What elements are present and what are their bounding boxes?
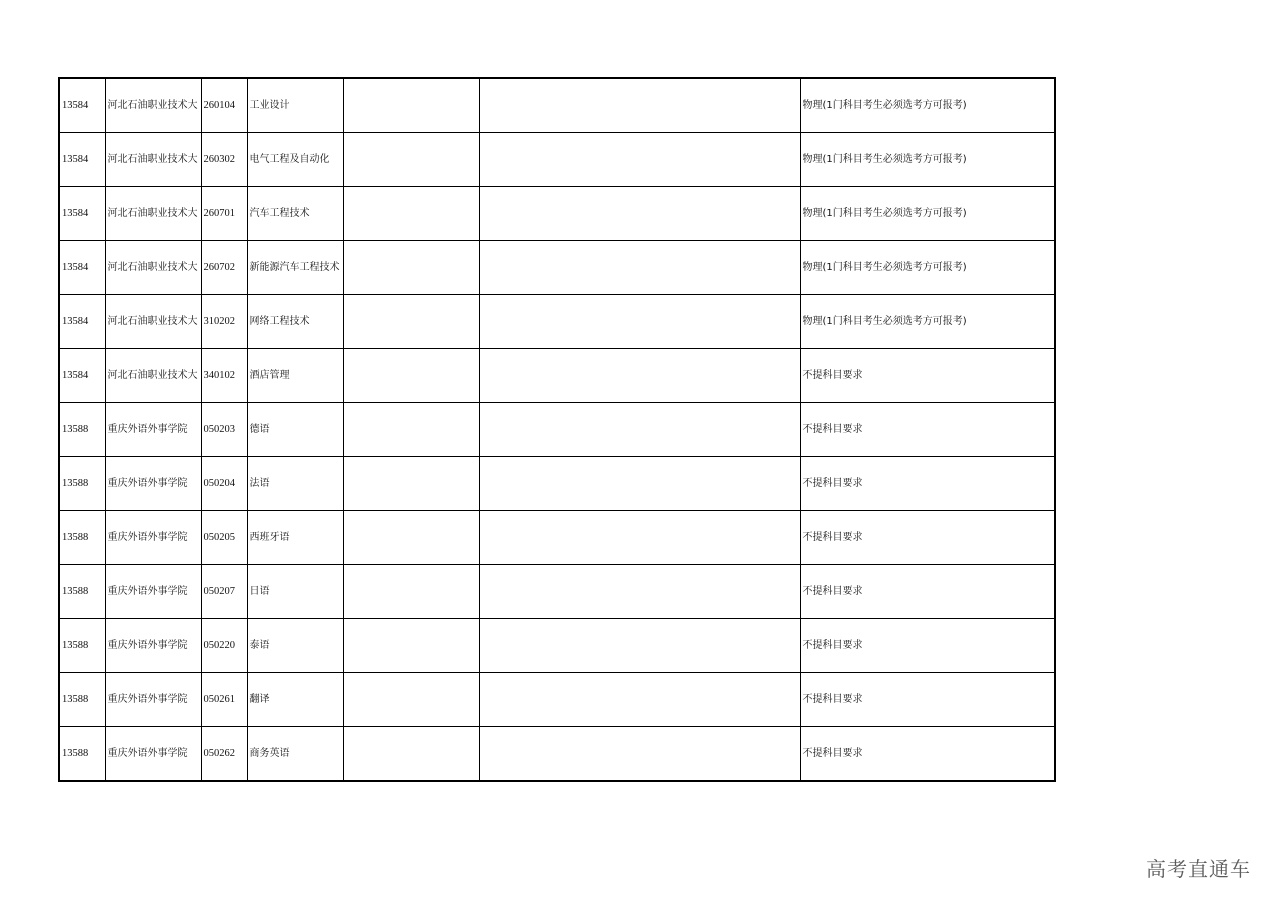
subject-requirement-cell: 物理(1门科目考生必须选考方可报考) <box>800 187 1055 241</box>
major-code-cell: 050204 <box>201 457 247 511</box>
empty-cell <box>343 78 479 133</box>
empty-cell <box>343 133 479 187</box>
major-name-cell: 日语 <box>247 565 343 619</box>
table-row <box>59 403 1055 457</box>
school-name-cell: 重庆外语外事学院 <box>105 565 201 619</box>
major-name-cell: 工业设计 <box>247 78 343 133</box>
major-code-cell: 260701 <box>201 187 247 241</box>
empty-cell <box>479 727 800 782</box>
table-row <box>59 457 1055 511</box>
empty-cell <box>343 565 479 619</box>
major-name-cell: 法语 <box>247 457 343 511</box>
school-code-cell: 13584 <box>59 133 105 187</box>
empty-cell <box>479 511 800 565</box>
school-name-cell: 重庆外语外事学院 <box>105 511 201 565</box>
subject-requirement-cell: 物理(1门科目考生必须选考方可报考) <box>800 241 1055 295</box>
school-code-cell: 13588 <box>59 565 105 619</box>
school-name-cell: 重庆外语外事学院 <box>105 673 201 727</box>
major-code-cell: 050207 <box>201 565 247 619</box>
empty-cell <box>479 349 800 403</box>
table-body <box>59 78 1055 781</box>
major-name-cell: 商务英语 <box>247 727 343 782</box>
school-name-cell: 河北石油职业技术大 <box>105 78 201 133</box>
empty-cell <box>479 673 800 727</box>
major-name-cell: 汽车工程技术 <box>247 187 343 241</box>
school-code-cell: 13584 <box>59 187 105 241</box>
empty-cell <box>479 403 800 457</box>
watermark-text: 高考直通车 <box>1146 857 1251 881</box>
school-code-cell: 13588 <box>59 619 105 673</box>
subject-requirement-cell: 不提科目要求 <box>800 727 1055 782</box>
major-code-cell: 260104 <box>201 78 247 133</box>
major-name-cell: 翻译 <box>247 673 343 727</box>
school-code-cell: 13588 <box>59 727 105 782</box>
empty-cell <box>343 727 479 782</box>
school-name-cell: 重庆外语外事学院 <box>105 619 201 673</box>
subject-requirement-cell: 不提科目要求 <box>800 457 1055 511</box>
subject-requirement-cell: 不提科目要求 <box>800 565 1055 619</box>
major-code-cell: 310202 <box>201 295 247 349</box>
subject-requirement-cell: 不提科目要求 <box>800 511 1055 565</box>
empty-cell <box>343 457 479 511</box>
empty-cell <box>479 187 800 241</box>
school-code-cell: 13584 <box>59 241 105 295</box>
empty-cell <box>479 565 800 619</box>
school-name-cell: 河北石油职业技术大 <box>105 349 201 403</box>
school-code-cell: 13584 <box>59 349 105 403</box>
school-code-cell: 13584 <box>59 295 105 349</box>
school-name-cell: 河北石油职业技术大 <box>105 187 201 241</box>
empty-cell <box>479 241 800 295</box>
subject-requirement-cell: 不提科目要求 <box>800 403 1055 457</box>
subject-requirement-table <box>58 77 1056 782</box>
empty-cell <box>343 403 479 457</box>
major-name-cell: 西班牙语 <box>247 511 343 565</box>
empty-cell <box>479 295 800 349</box>
school-name-cell: 河北石油职业技术大 <box>105 241 201 295</box>
table-row <box>59 673 1055 727</box>
table-row <box>59 727 1055 782</box>
subject-requirement-cell: 不提科目要求 <box>800 619 1055 673</box>
empty-cell <box>479 133 800 187</box>
school-name-cell: 重庆外语外事学院 <box>105 403 201 457</box>
school-code-cell: 13588 <box>59 403 105 457</box>
table-row <box>59 619 1055 673</box>
school-name-cell: 重庆外语外事学院 <box>105 457 201 511</box>
table-row <box>59 78 1055 133</box>
major-name-cell: 新能源汽车工程技术 <box>247 241 343 295</box>
major-name-cell: 酒店管理 <box>247 349 343 403</box>
major-name-cell: 网络工程技术 <box>247 295 343 349</box>
empty-cell <box>343 187 479 241</box>
empty-cell <box>343 295 479 349</box>
empty-cell <box>343 511 479 565</box>
subject-requirement-cell: 物理(1门科目考生必须选考方可报考) <box>800 133 1055 187</box>
table-row <box>59 565 1055 619</box>
school-code-cell: 13588 <box>59 457 105 511</box>
school-name-cell: 河北石油职业技术大 <box>105 295 201 349</box>
table-row <box>59 133 1055 187</box>
empty-cell <box>479 78 800 133</box>
empty-cell <box>343 241 479 295</box>
table-row <box>59 349 1055 403</box>
major-name-cell: 泰语 <box>247 619 343 673</box>
school-name-cell: 河北石油职业技术大 <box>105 133 201 187</box>
table-row <box>59 295 1055 349</box>
subject-requirement-cell: 不提科目要求 <box>800 349 1055 403</box>
empty-cell <box>479 457 800 511</box>
major-code-cell: 260302 <box>201 133 247 187</box>
empty-cell <box>343 619 479 673</box>
major-code-cell: 050261 <box>201 673 247 727</box>
subject-requirement-cell: 物理(1门科目考生必须选考方可报考) <box>800 78 1055 133</box>
table-row <box>59 187 1055 241</box>
major-code-cell: 050203 <box>201 403 247 457</box>
subject-requirement-cell: 不提科目要求 <box>800 673 1055 727</box>
empty-cell <box>343 349 479 403</box>
major-name-cell: 德语 <box>247 403 343 457</box>
school-code-cell: 13584 <box>59 78 105 133</box>
subject-requirement-cell: 物理(1门科目考生必须选考方可报考) <box>800 295 1055 349</box>
school-name-cell: 重庆外语外事学院 <box>105 727 201 782</box>
major-code-cell: 340102 <box>201 349 247 403</box>
table-row <box>59 511 1055 565</box>
table-row <box>59 241 1055 295</box>
major-name-cell: 电气工程及自动化 <box>247 133 343 187</box>
major-code-cell: 050262 <box>201 727 247 782</box>
empty-cell <box>343 673 479 727</box>
major-code-cell: 260702 <box>201 241 247 295</box>
major-code-cell: 050205 <box>201 511 247 565</box>
major-code-cell: 050220 <box>201 619 247 673</box>
empty-cell <box>479 619 800 673</box>
school-code-cell: 13588 <box>59 511 105 565</box>
school-code-cell: 13588 <box>59 673 105 727</box>
